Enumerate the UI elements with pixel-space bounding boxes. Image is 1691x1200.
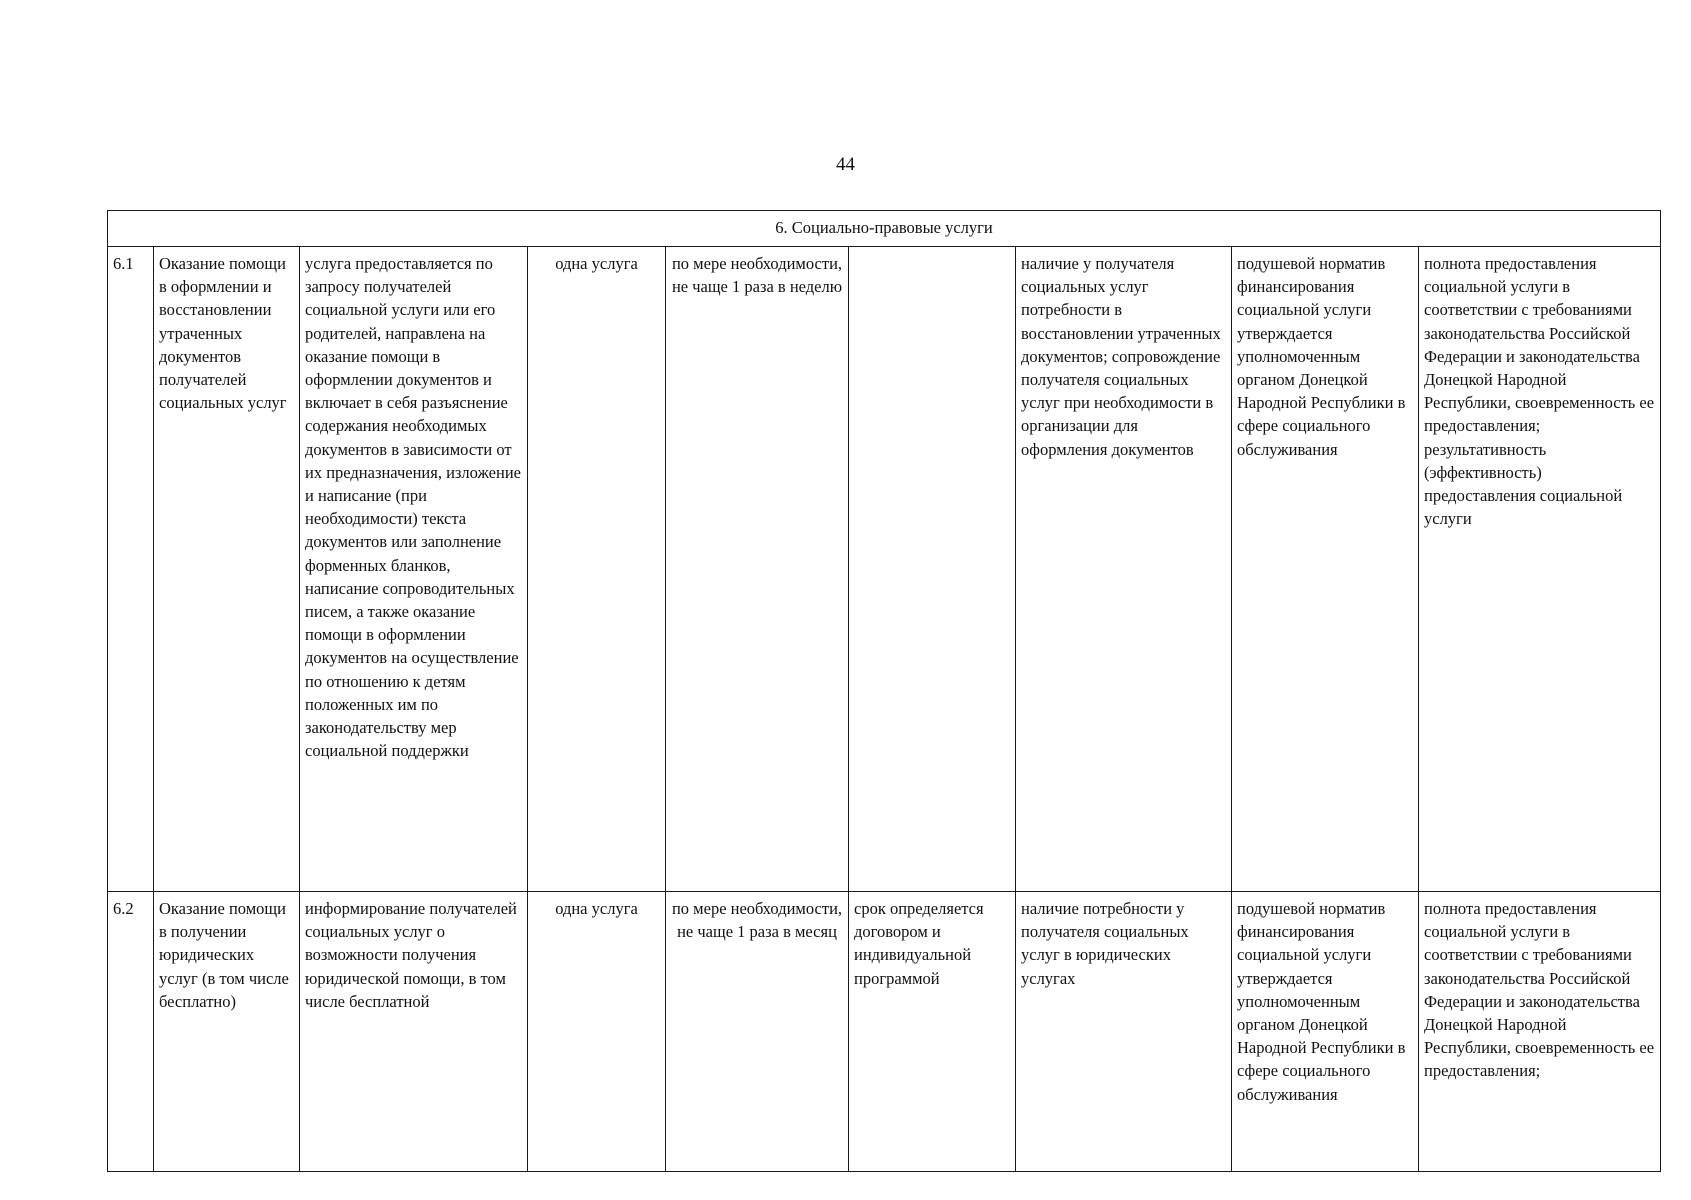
- service-quality: полнота предоставления социальной услуги в соответствии с требованиями законодательства Российской Федерации и законодательства Донецкой Народной Республики, своевременность ее предоставления; результативность (эффективность) предоставления социальной услуги: [1419, 247, 1661, 892]
- row-number: 6.2: [108, 892, 154, 1172]
- service-term: срок определяется договором и индивидуальной программой: [849, 892, 1016, 1172]
- row-number: 6.1: [108, 247, 154, 892]
- section-header-row: [108, 211, 1661, 247]
- service-name: Оказание помощи в получении юридических услуг (в том числе бесплатно): [154, 892, 300, 1172]
- services-table: [107, 210, 1661, 1172]
- service-financing: подушевой норматив финансирования социальной услуги утверждается уполномоченным органом Донецкой Народной Республики в сфере социального обслуживания: [1232, 892, 1419, 1172]
- service-name: Оказание помощи в оформлении и восстановлении утраченных документов получателей социальных услуг: [154, 247, 300, 892]
- table-row: [108, 247, 1661, 892]
- service-frequency: по мере необходимости, не чаще 1 раза в месяц: [666, 892, 849, 1172]
- service-description: информирование получателей социальных услуг о возможности получения юридической помощи, в том числе бесплатной: [300, 892, 528, 1172]
- service-description: услуга предоставляется по запросу получателей социальной услуги или его родителей, направлена на оказание помощи в оформлении документов и включает в себя разъяснение содержания необходимых документов в зависимости от их предназначения, изложение и написание (при необходимости) текста документов или заполнение форменных бланков, написание сопроводительных писем, а также оказание помощи в оформлении документов на осуществление по отношению к детям положенных им по законодательству мер социальной поддержки: [300, 247, 528, 892]
- service-conditions: наличие потребности у получателя социальных услуг в юридических услугах: [1016, 892, 1232, 1172]
- section-title: 6. Социально-правовые услуги: [108, 211, 1661, 247]
- service-volume: одна услуга: [528, 892, 666, 1172]
- service-quality: полнота предоставления социальной услуги в соответствии с требованиями законодательства Российской Федерации и законодательства Донецкой Народной Республики, своевременность ее предоставления;: [1419, 892, 1661, 1172]
- service-frequency: по мере необходимости, не чаще 1 раза в неделю: [666, 247, 849, 892]
- service-volume: одна услуга: [528, 247, 666, 892]
- page-number: 44: [836, 154, 855, 175]
- service-financing: подушевой норматив финансирования социальной услуги утверждается уполномоченным органом Донецкой Народной Республики в сфере социального обслуживания: [1232, 247, 1419, 892]
- table-row: [108, 892, 1661, 1172]
- service-conditions: наличие у получателя социальных услуг потребности в восстановлении утраченных документов; сопровождение получателя социальных услуг при необходимости в организации для оформления документов: [1016, 247, 1232, 892]
- service-term: [849, 247, 1016, 892]
